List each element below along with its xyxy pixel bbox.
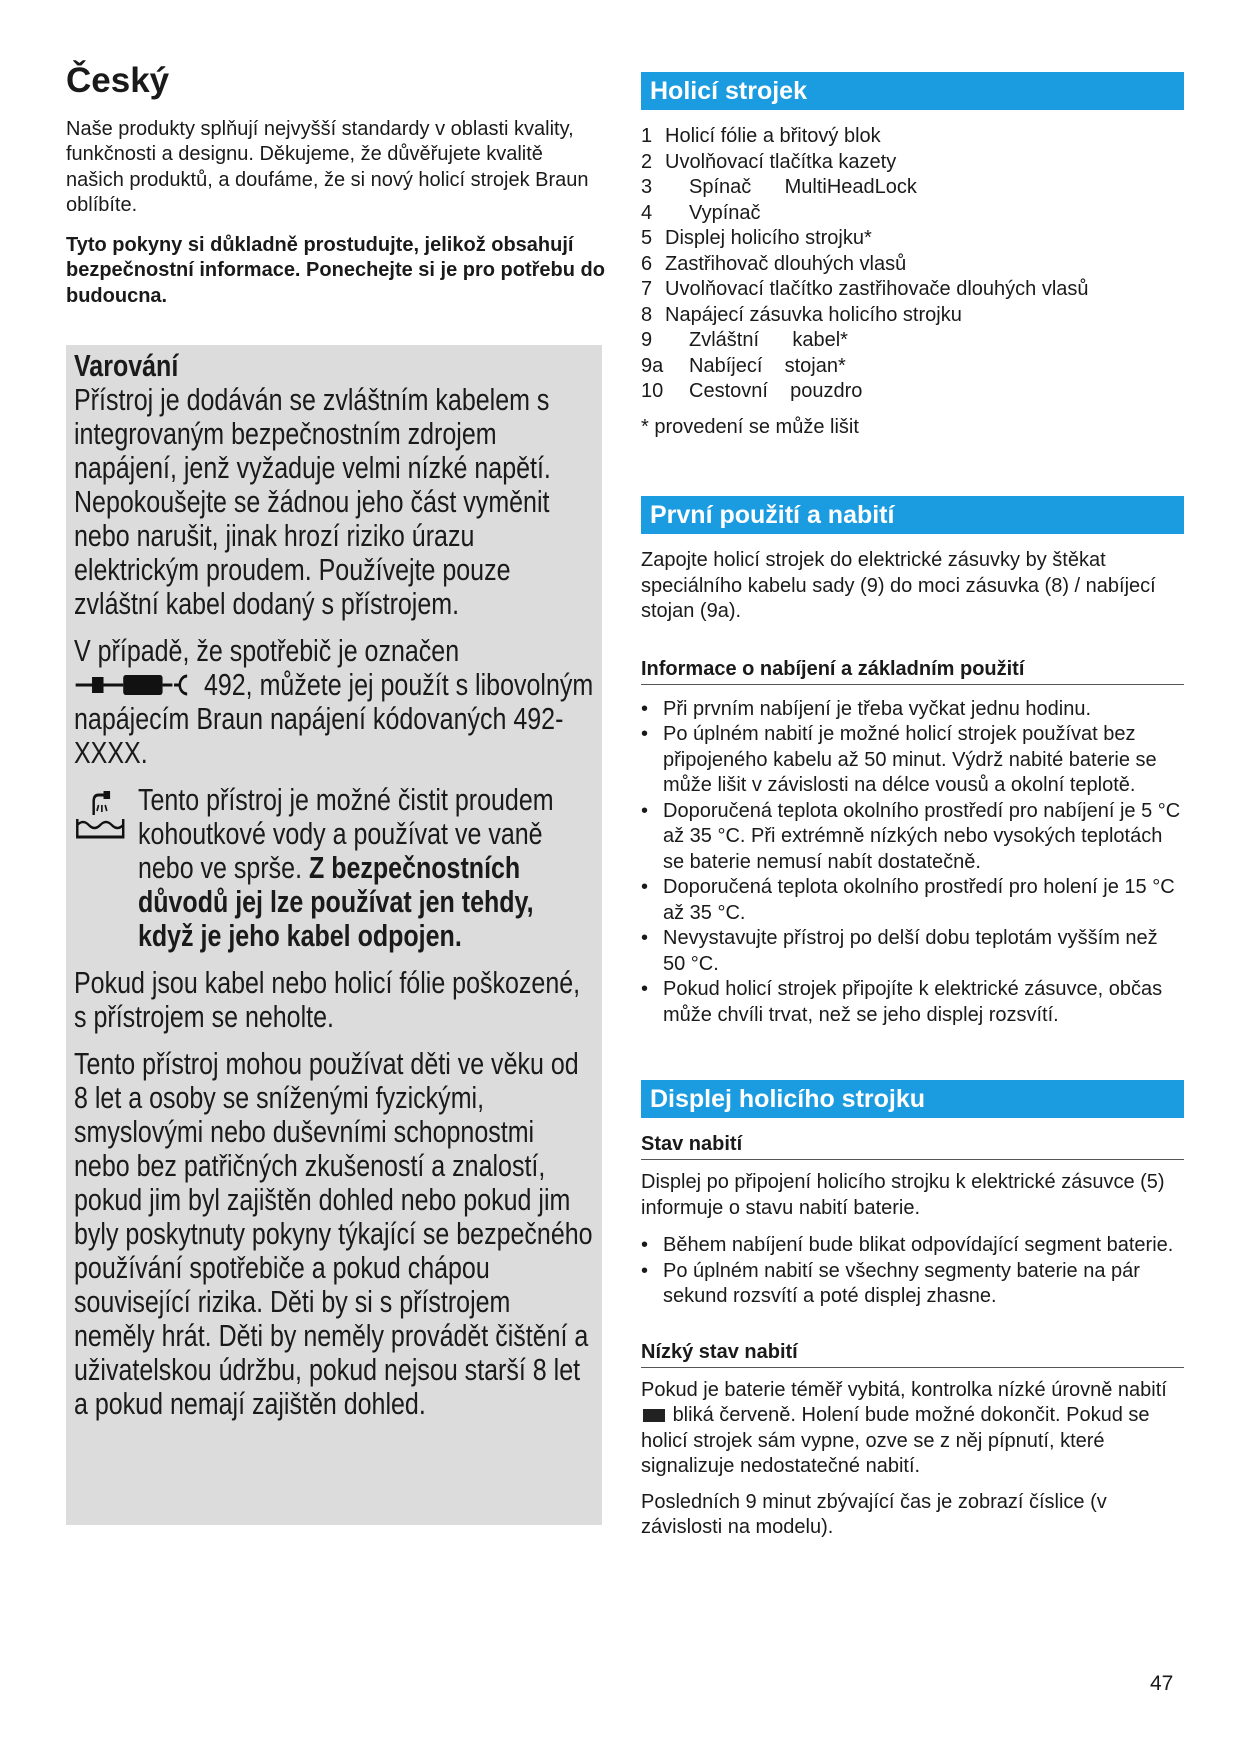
last-minutes-text: Posledních 9 minut zbývající čas je zobrazí číslice (v závislosti na modelu). bbox=[641, 1490, 1107, 1538]
list-item: • Při prvním nabíjení je třeba vyčkat jednu hodinu. bbox=[641, 697, 1184, 723]
rinse-row bbox=[74, 783, 595, 953]
list-item: 8 Napájecí zásuvka holicího strojku bbox=[641, 303, 962, 326]
list-item: • Nevystavujte přístroj po delší dobu teplotám vyšším než 50 °C. bbox=[641, 926, 1184, 977]
section-header-display: Displej holicího strojku bbox=[641, 1080, 1184, 1118]
section-header-shaver: Holicí strojek bbox=[641, 72, 1184, 110]
warning-title: Varování bbox=[74, 349, 179, 383]
list-item: • Doporučená teplota okolního prostředí pro nabíjení je 5 °C až 35 °C. Při extrémně nízkých nebo vysokých teplotách se baterie nemusí nabít dostatečně. bbox=[641, 799, 1184, 876]
intro-bold-text: Tyto pokyny si důkladně prostudujte, jelikož obsahují bezpečnostní informace. Ponechejte si je pro potřebu do budoucna. bbox=[66, 233, 605, 307]
charge-state-subheader: Stav nabití bbox=[641, 1132, 1184, 1160]
rinse-text-normal: Tento přístroj je možné čistit proudem kohoutkové vody a používat ve vaně nebo ve sprše. bbox=[137, 783, 554, 885]
left-column bbox=[66, 62, 606, 309]
warning-paragraph-cable: Přístroj je dodáván se zvláštním kabelem s integrovaným bezpečnostním zdrojem napájení, jenž vyžaduje velmi nízké napětí. Nepokoušejte se žádnou jeho část vyměnit nebo narušit, jinak hrozí riziko úrazu elektrickým proudem. Používejte pouze zvláštní kabel dodaný s přístrojem. bbox=[74, 383, 551, 621]
water-rinse-icon bbox=[74, 783, 138, 953]
list-item: 9 Zvláštní kabel* bbox=[641, 329, 848, 351]
parts-note: * provedení se může lišit bbox=[641, 415, 859, 438]
list-item: • Během nabíjení bude blikat odpovídající segment baterie. bbox=[641, 1233, 1184, 1259]
list-item: 3 Spínač MultiHeadLock bbox=[641, 176, 917, 198]
list-item: 5 Displej holicího strojku* bbox=[641, 227, 872, 249]
first-use-text: Zapojte holicí strojek do elektrické zásuvky by štěkat speciálního kabelu sady (9) do moci zásuvka (8) / nabíjecí stojan (9a). bbox=[641, 549, 1156, 622]
list-item: • Doporučená teplota okolního prostředí pro holení je 15 °C až 35 °C. bbox=[641, 875, 1184, 926]
list-item: • Pokud holicí strojek připojíte k elektrické zásuvce, občas může chvíli trvat, než se jeho displej rozsvítí. bbox=[641, 977, 1184, 1028]
list-item: • Po úplném nabití je možné holicí strojek používat bez připojeného kabelu až 50 minut. Výdrž nabité baterie se může lišit v závislosti na délce vousů a okolní teplotě. bbox=[641, 722, 1184, 799]
warning-p2-start: V případě, že spotřebič je označen bbox=[74, 634, 460, 668]
warning-paragraph-children: Tento přístroj mohou používat děti ve věku od 8 let a osoby se sníženými fyzickými, smyslovými nebo duševními schopnostmi nebo bez patřičných zkušeností a znalostí, pokud jim byl zajištěn dohled nebo pokud jim byly poskytnuty pokyny týkající se bezpečného používání spotřebiče a pokud chápou související rizika. Děti by si s přístrojem neměly hrát. Děti by neměly provádět čištění a uživatelskou údržbu, pokud nejsou starší 8 let a pokud nemají zajištěn dohled. bbox=[74, 1047, 593, 1421]
list-item: 9a Nabíjecí stojan* bbox=[641, 354, 846, 377]
list-item: 7 Uvolňovací tlačítko zastřihovače dlouhých vlasů bbox=[641, 278, 1089, 300]
warning-p2-end: 492, můžete jej použít s libovolným napájecím Braun napájení kódovaných 492-XXXX. bbox=[74, 668, 594, 770]
list-item: 10 Cestovní pouzdro bbox=[641, 380, 863, 402]
rinse-text-bold: Z bezpečnostních důvodů jej lze používat jen tehdy, když je jeho kabel odpojen. bbox=[137, 851, 534, 953]
list-item: 1 Holicí fólie a břitový blok bbox=[641, 125, 881, 147]
plug-symbol-icon bbox=[74, 672, 197, 698]
rinse-text bbox=[138, 783, 595, 953]
parts-list bbox=[641, 124, 1184, 405]
list-item: 4 Vypínač bbox=[641, 201, 761, 224]
page-number: 47 bbox=[1150, 1672, 1174, 1695]
warning-box bbox=[66, 345, 602, 1525]
right-column bbox=[641, 72, 1184, 1541]
list-item: 2 Uvolňovací tlačítka kazety bbox=[641, 150, 897, 173]
charging-bullets bbox=[641, 697, 1184, 1029]
low-charge-text: Pokud je baterie téměř vybitá, kontrolka nízké úrovně nabití bliká červeně. Holení bude možné dokončit. Pokud se holicí strojek sám vypne, ozve se z něj pípnutí, které signalizuje nedostatečné nabití. bbox=[641, 1378, 1167, 1477]
warning-paragraph-power-supply bbox=[74, 634, 595, 770]
list-item: 6 Zastřihovač dlouhých vlasů bbox=[641, 252, 907, 275]
warning-paragraph-damage: Pokud jsou kabel nebo holicí fólie poškozené, s přístrojem se neholte. bbox=[74, 966, 581, 1034]
intro-text: Naše produkty splňují nejvyšší standardy v oblasti kvality, funkčnosti a designu. Děkujeme, že důvěřujete kvalitě našich produktů, a doufáme, že si nový holicí strojek Braun oblíbíte. bbox=[66, 117, 589, 216]
display-bullets bbox=[641, 1233, 1184, 1310]
page-title: Český bbox=[66, 61, 170, 100]
charging-info-subheader: Informace o nabíjení a základním použití bbox=[641, 657, 1184, 685]
low-charge-subheader: Nízký stav nabití bbox=[641, 1340, 1184, 1368]
section-header-first-use: První použití a nabití bbox=[641, 496, 1184, 534]
list-item: • Po úplném nabití se všechny segmenty baterie na pár sekund rozsvítí a poté displej zhasne. bbox=[641, 1259, 1184, 1310]
charge-state-text: Displej po připojení holicího strojku k elektrické zásuvce (5) informuje o stavu nabití baterie. bbox=[641, 1171, 1165, 1219]
low-battery-icon bbox=[643, 1409, 665, 1422]
